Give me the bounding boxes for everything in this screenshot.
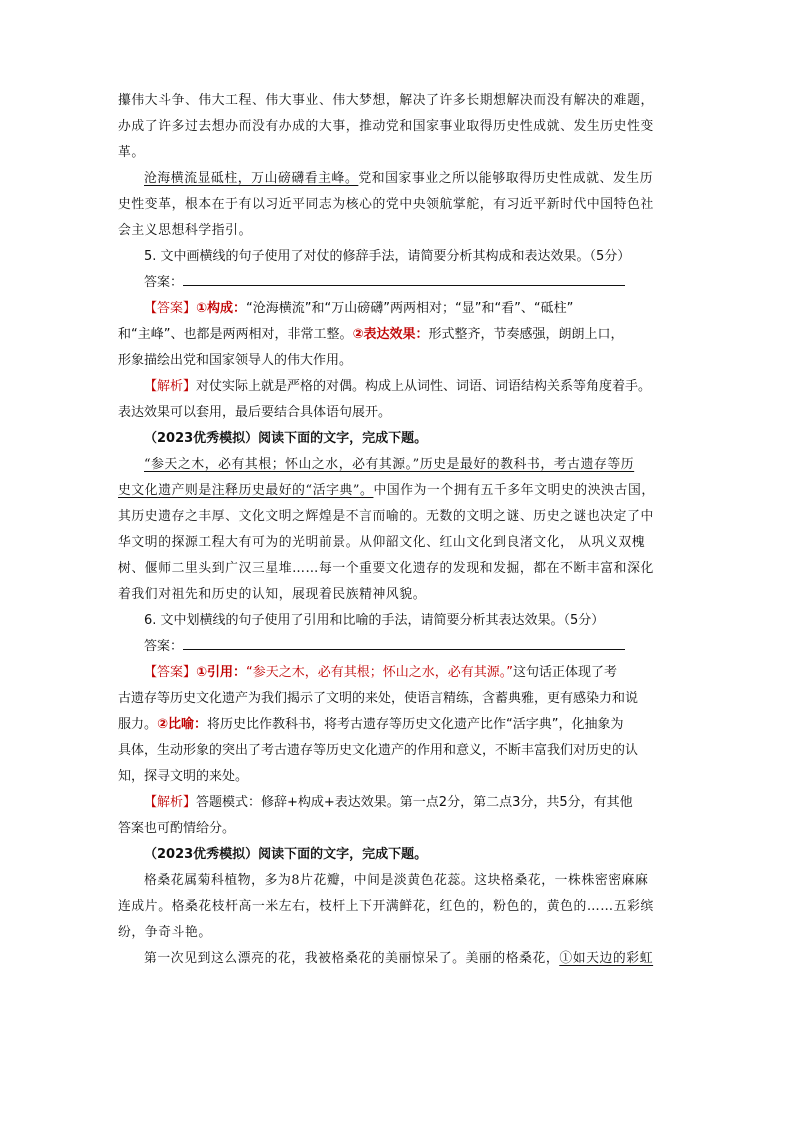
question-6-answer-row: [118, 634, 678, 660]
answer-point-1-label: ①构成：: [196, 301, 247, 316]
answer-5-line-2: [118, 322, 678, 348]
answer-6-quote: “参天之木，必有其根；怀山之水，必有其源。”: [246, 665, 514, 680]
answer-blank-line[interactable]: [183, 271, 625, 286]
analysis-6-line-1: [118, 790, 678, 816]
analysis-tag: 【解析】: [144, 795, 197, 810]
passage-1: [118, 88, 678, 244]
answer-6-line-4: 具体，生动形象的突出了考古遗存等历史文化遗产的作用和意义，不断丰富我们对历史的认: [118, 743, 639, 758]
analysis-5-line-2: 表达效果可以套用，最后要结合具体语句展开。: [118, 405, 392, 420]
question-5: [118, 244, 678, 426]
question-6: [118, 608, 678, 842]
answer-point-2-label: ②比喻：: [157, 717, 208, 732]
underlined-quote-2: 史文化遗产则是注释历史最好的“活字典”。: [118, 483, 374, 498]
passage-3-line-4-text: 第一次见到这么漂亮的花，我被格桑花的美丽惊呆了。美丽的格桑花，: [144, 951, 560, 966]
document-page: [118, 88, 678, 972]
passage-1-line-3: 革。: [118, 145, 145, 160]
passage-1-line-4: [118, 166, 678, 192]
passage-2: [118, 452, 678, 608]
passage-1-line-4-rest: 党和国家事业之所以能够取得历史性成就、发生历: [358, 171, 654, 186]
answer-5-text-3: 形式整齐，节奏感强，朗朗上口，: [428, 327, 624, 342]
passage-2-line-1: [118, 452, 678, 478]
answer-tag: 【答案】: [144, 301, 197, 316]
answer-5-line-3: 形象描绘出党和国家领导人的伟大作用。: [118, 353, 353, 368]
passage-2-line-6: 着我们对祖先和历史的认知，展现着民族精神风貌。: [118, 587, 427, 602]
answer-point-2-label: ②表达效果：: [352, 327, 429, 342]
passage-3-line-1: 格桑花属菊科植物，多为8片花瓣，中间是淡黄色花蕊。这块格桑花，一株株密密麻麻: [144, 873, 649, 888]
passage-2-line-4: 华文明的探源工程大有可为的光明前景。从仰韶文化、红山文化到良渚文化， 从巩义双槐: [118, 535, 646, 550]
answer-label: 答案：: [144, 639, 184, 654]
passage-1-line-5: 史性变革，根本在于有以习近平同志为核心的党中央领航掌舵，有习近平新时代中国特色社: [118, 197, 654, 212]
question-5-text: 5. 文中画横线的句子使用了对仗的修辞手法，请简要分析其构成和表达效果。（5分）: [144, 249, 631, 264]
answer-6-text-3: 服力。: [118, 717, 158, 732]
answer-6-text-4: 将历史比作教科书，将考古遗存等历史文化遗产比作“活字典”，化抽象为: [207, 717, 624, 732]
answer-tag: 【答案】: [144, 665, 197, 680]
answer-6-line-1: [118, 660, 678, 686]
passage-2-line-2: [118, 478, 678, 504]
analysis-6-line-2: 答案也可酌情给分。: [118, 821, 236, 836]
analysis-6-text-1: 答题模式：修辞+构成+表达效果。第一点2分，第二点3分，共5分，有其他: [196, 795, 633, 810]
question-6-text: 6. 文中划横线的句子使用了引用和比喻的手法，请简要分析其表达效果。（5分）: [144, 613, 605, 628]
answer-6-line-3: [118, 712, 678, 738]
section-heading-2: （2023优秀模拟）阅读下面的文字，完成下题。: [144, 431, 428, 446]
passage-3-line-3: 纷，争奇斗艳。: [118, 925, 212, 940]
answer-6-line-5: 知，探寻文明的来处。: [118, 769, 249, 784]
answer-5-line-1: [118, 296, 678, 322]
answer-point-1-label: ①引用：: [196, 665, 247, 680]
underlined-sentence: 沧海横流显砥柱，万山磅礴看主峰。: [144, 171, 359, 186]
answer-blank-line[interactable]: [183, 635, 625, 650]
analysis-tag: 【解析】: [144, 379, 197, 394]
underlined-quote-1: “参天之木，必有其根；怀山之水，必有其源。”历史是最好的教科书，考古遗存等历: [144, 457, 635, 472]
passage-3: [118, 868, 678, 972]
answer-5-text-2: 和“主峰”、也都是两两相对，非常工整。: [118, 327, 353, 342]
passage-2-line-2-rest: 中国作为一个拥有五千多年文明史的泱泱古国，: [373, 483, 655, 498]
passage-3-line-4: [118, 946, 678, 972]
question-5-answer-row: [118, 270, 678, 296]
passage-2-line-3: 其历史遗存之丰厚、文化文明之辉煌是不言而喻的。无数的文明之谜、历史之谜也决定了中: [118, 509, 654, 524]
answer-5-text-1: “沧海横流”和“万山磅礴”两两相对；“显”和“看”、“砥柱”: [246, 301, 574, 316]
section-heading-3: （2023优秀模拟）阅读下面的文字，完成下题。: [144, 847, 428, 862]
underlined-simile: ①如天边的彩虹: [559, 951, 654, 966]
passage-2-line-5: 树、偃师二里头到广汉三星堆……每一个重要文化遗存的发现和发掘，都在不断丰富和深化: [118, 561, 654, 576]
passage-1-line-2: 办成了许多过去想办而没有办成的大事，推动党和国家事业取得历史性成就、发生历史性变: [118, 119, 654, 134]
analysis-5-line-1: [118, 374, 678, 400]
passage-1-line-6: 会主义思想科学指引。: [118, 223, 252, 238]
answer-6-text-1: 这句话正体现了考: [513, 665, 618, 680]
answer-6-line-2: 古遗存等历史文化遗产为我们揭示了文明的来处，使语言精练，含蓄典雅，更有感染力和说: [118, 691, 639, 706]
passage-3-line-2: 连成片。格桑花枝杆高一米左右，枝杆上下开满鲜花，红色的，粉色的，黄色的……五彩缤: [118, 899, 654, 914]
passage-1-line-1: 攥伟大斗争、伟大工程、伟大事业、伟大梦想，解决了许多长期想解决而没有解决的难题，: [118, 93, 654, 108]
answer-label: 答案：: [144, 275, 184, 290]
analysis-5-text-1: 对仗实际上就是严格的对偶。构成上从词性、词语、词语结构关系等角度着手。: [196, 379, 652, 394]
